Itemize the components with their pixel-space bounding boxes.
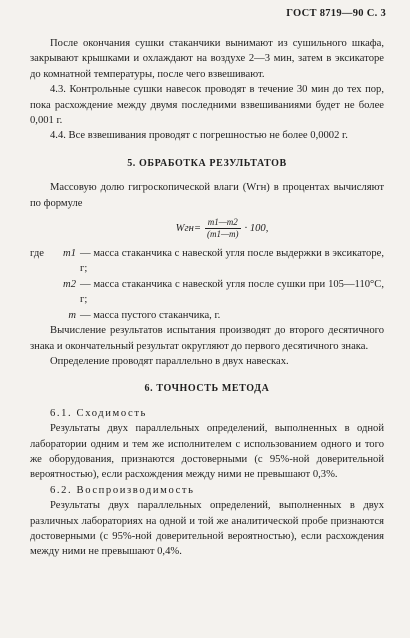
definition-text: — масса стаканчика с навеской угля после сушки при 105—110°С, г; [80,278,384,306]
formula-lhs: Wгн= [175,222,202,234]
subsection-6-2-title: 6.2. Воспроизводимость [50,484,195,496]
definition-symbol: m [68,309,76,321]
section-5-title: 5. ОБРАБОТКА РЕЗУЛЬТАТОВ [127,157,287,169]
formula-numerator: m1—m2 [205,217,241,229]
formula-definitions [30,246,384,323]
definition-lead [30,277,56,308]
page-content [30,36,384,560]
page-header: ГОСТ 8719—90 С. 3 [286,8,386,19]
paragraph-4-3: 4.3. Контрольные сушки навесок проводят в течение 30 мин до тех пор, пока расхождение между двумя последними взвешиваниями будет не более 0,001 г. [30,84,384,127]
paragraph-repeatability: Результаты двух параллельных определений, выполненных в одной лаборатории одним и тем же исполнителем с использованием одного и того же оборудования, признаются достоверными (с 95%-ной доверительной вероятностью), если расхождения между ними не превышают 0,3%. [30,423,384,481]
definition-row [30,308,384,323]
definition-lead [30,308,56,323]
subsection-6-1-title: 6.1. Сходимость [50,407,147,419]
definition-lead: где [30,248,44,260]
definition-symbol: m2 [63,278,76,290]
paragraph-drying-end: После окончания сушки стаканчики вынимают из сушильного шкафа, закрывают крышками и охлаждают на воздухе 2—3 мин, затем в эксикаторе до комнатной температуры, после чего взвешивают. [30,38,384,80]
paragraph-moisture-intro: Массовую долю гигроскопической влаги (Wгн) в процентах вычисляют по формуле [30,182,384,209]
paragraph-4-4: 4.4. Все взвешивания проводят с погрешностью не более 0,0002 г. [50,130,348,142]
paragraph-parallel: Определение проводят параллельно в двух навесках. [50,355,289,367]
definition-row [30,246,384,277]
paragraph-reproducibility: Результаты двух параллельных определений, выполненных в двух различных лабораториях на одной и той же аналитической пробе признаются достоверными (с 95%-ной доверительной вероятностью), если расхождения между ними не превышают 0,4%. [30,500,384,558]
formula-fraction [204,217,242,240]
definition-row [30,277,384,308]
formula-rhs: · 100, [244,222,269,234]
formula-denominator: (m1—m) [207,229,239,240]
paragraph-calculation-precision: Вычисление результатов испытания производят до второго десятичного знака и окончательный результат округляют до первого десятичного знака. [30,325,384,352]
definition-text: — масса стаканчика с навеской угля после выдержки в эксикаторе, г; [80,248,384,275]
definition-text: — масса пустого стаканчика, г. [80,309,221,321]
section-6-title: 6. ТОЧНОСТЬ МЕТОДА [144,383,270,395]
moisture-formula [60,217,384,240]
definition-symbol: m1 [63,248,76,260]
